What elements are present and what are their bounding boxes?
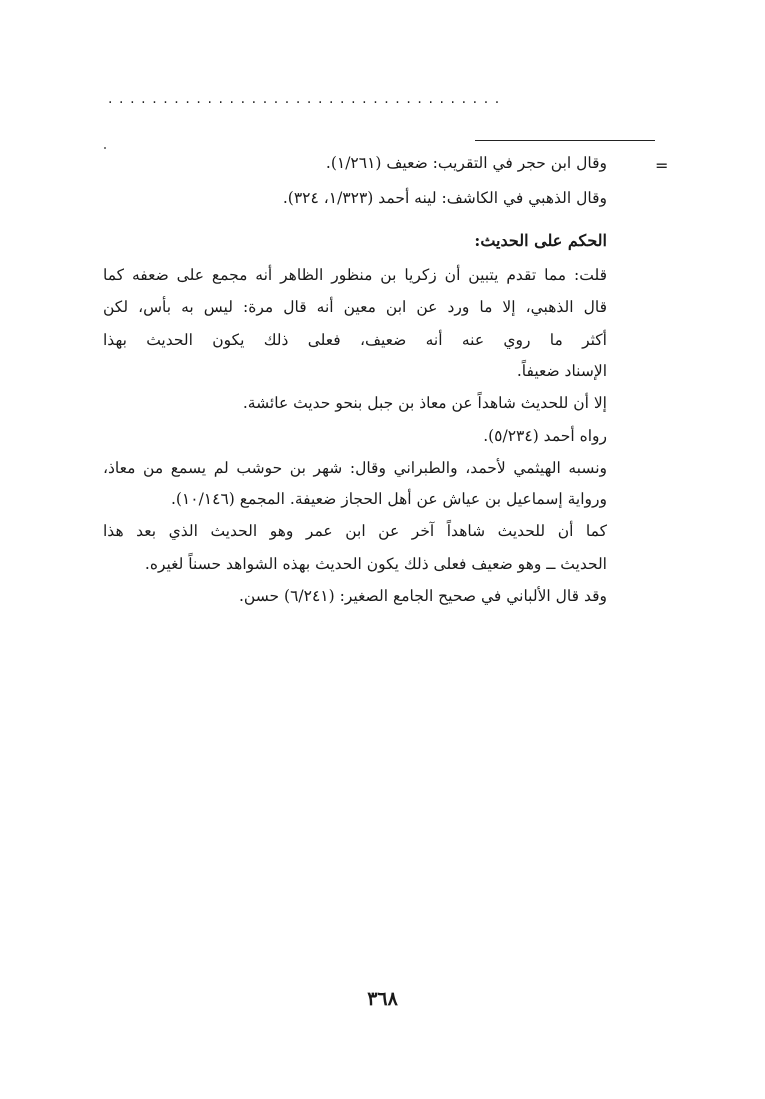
section-heading: الحكم على الحديث: bbox=[474, 231, 607, 250]
body-line-5: إلا أن للحديث شاهداً عن معاذ بن جبل بنحو حديث عائشة. bbox=[242, 394, 607, 412]
body-line-11: وقد قال الألباني في صحيح الجامع الصغير: (٦/٢٤١) حسن. bbox=[239, 587, 607, 605]
margin-dot bbox=[104, 147, 106, 149]
separator-dots: .................................... bbox=[108, 91, 506, 107]
continuation-mark: = bbox=[655, 156, 669, 175]
body-line-7: ونسبه الهيثمي لأحمد، والطبراني وقال: شهر بن حوشب لم يسمع من معاذ، bbox=[103, 459, 607, 477]
body-line-2: قال الذهبي، إلا ما ورد عن ابن معين أنه قال مرة: ليس به بأس، لكن bbox=[103, 298, 607, 316]
body-line-9: كما أن للحديث شاهداً آخر عن ابن عمر وهو الحديث الذي بعد هذا bbox=[103, 522, 607, 540]
body-line-8: ورواية إسماعيل بن عياش عن أهل الحجاز ضعيفة. المجمع (١٠/١٤٦). bbox=[170, 490, 607, 508]
body-line-3: أكثر ما روي عنه أنه ضعيف، فعلى ذلك يكون الحديث بهذا bbox=[103, 331, 607, 349]
body-line-4: الإسناد ضعيفاً. bbox=[516, 362, 607, 380]
body-line-1: قلت: مما تقدم يتبين أن زكريا بن منظور الظاهر أنه مجمع على ضعفه كما bbox=[103, 266, 607, 284]
page-number: ٣٦٨ bbox=[367, 988, 398, 1010]
footnote-rule bbox=[475, 140, 655, 141]
footnote-line-2: وقال الذهبي في الكاشف: لينه أحمد (١/٣٢٣، ٣٢٤). bbox=[282, 189, 607, 207]
body-line-10: الحديث ــ وهو ضعيف فعلى ذلك يكون الحديث بهذه الشواهد حسناً لغيره. bbox=[144, 555, 607, 573]
body-line-6: رواه أحمد (٥/٢٣٤). bbox=[483, 427, 607, 445]
footnote-line-1: وقال ابن حجر في التقريب: ضعيف (١/٢٦١). bbox=[325, 154, 607, 172]
